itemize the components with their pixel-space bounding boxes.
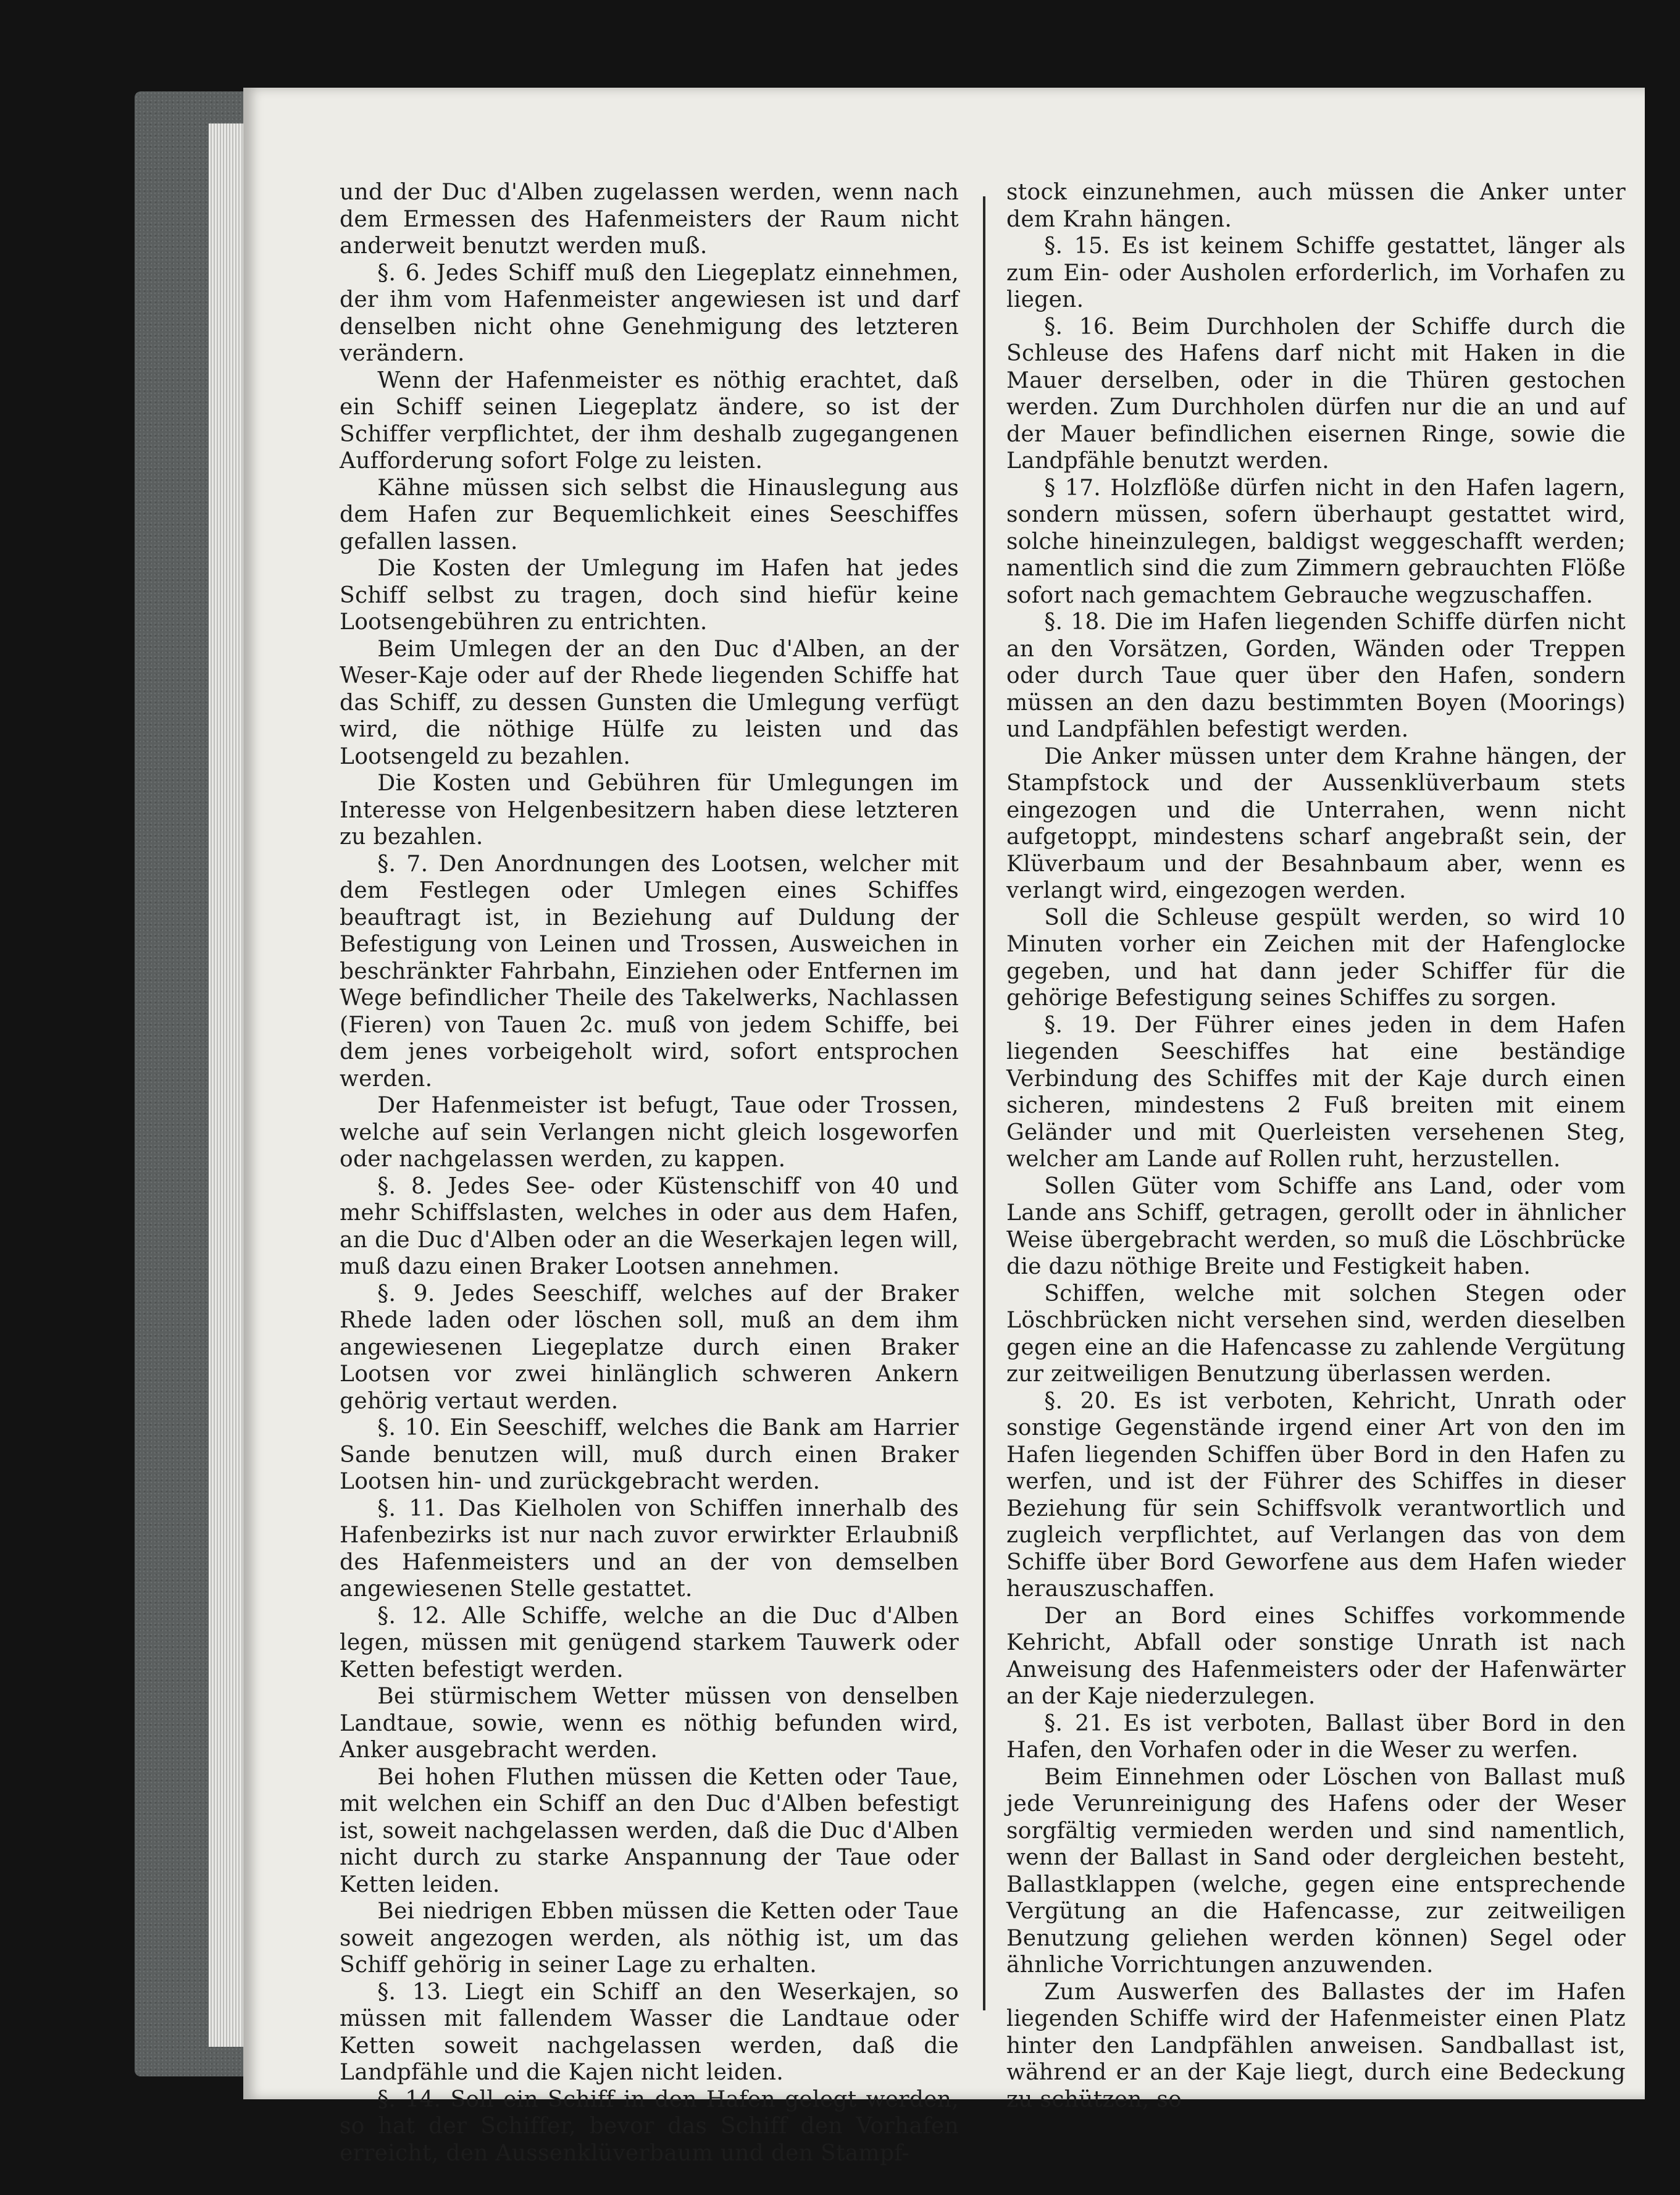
page-stack-edge — [209, 123, 246, 2047]
paragraph: §. 21. Es ist verboten, Ballast über Bord in den Hafen, den Vorhafen oder in die Weser zu werfen. — [1006, 1710, 1626, 1763]
document-page — [243, 88, 1645, 2166]
paragraph: §. 13. Liegt ein Schiff an den Weserkajen, so müssen mit fallendem Wasser die Landtaue oder Ketten soweit nachgelassen werden, daß die Landpfähle und die Kajen nicht leiden. — [340, 1979, 959, 2085]
paragraph: §. 10. Ein Seeschiff, welches die Bank am Harrier Sande benutzen will, muß durch einen Braker Lootsen hin- und zurückgebracht werden. — [340, 1415, 959, 1494]
paragraph: Beim Einnehmen oder Löschen von Ballast muß jede Verunreinigung des Hafens oder der Weser sorgfältig vermieden werden und sind namentlich, wenn der Ballast in Sand oder dergleichen besteht, Ballastklappen (welche, gegen eine entsprechende Vergütung an die Hafencasse, zur zeitweiligen Benutzung geliehen werden können) Segel oder ähnliche Vorrichtungen anzuwenden. — [1006, 1764, 1626, 1978]
paragraph: und der Duc d'Alben zugelassen werden, wenn nach dem Ermessen des Hafenmeisters der Raum nicht anderweit benutzt werden muß. — [340, 180, 959, 259]
paragraph: stock einzunehmen, auch müssen die Anker unter dem Krahn hängen. — [1006, 180, 1626, 232]
paragraph: §. 18. Die im Hafen liegenden Schiffe dürfen nicht an den Vorsätzen, Gorden, Wänden oder Treppen oder durch Taue quer über den Hafen, sondern müssen an den dazu bestimmten Boyen (Moorings) und Landpfählen befestigt werden. — [1006, 609, 1626, 742]
paragraph: §. 12. Alle Schiffe, welche an die Duc d'Alben legen, müssen mit genügend starkem Tauwerk oder Ketten befestigt werden. — [340, 1603, 959, 1683]
paragraph: Beim Umlegen der an den Duc d'Alben, an der Weser-Kaje oder auf der Rhede liegenden Schiffe hat das Schiff, zu dessen Gunsten die Umlegung verfügt wird, die nöthige Hülfe zu leisten und das Lootsengeld zu bezahlen. — [340, 636, 959, 769]
left-text-column — [340, 179, 959, 2167]
paragraph: §. 9. Jedes Seeschiff, welches auf der Braker Rhede laden oder löschen soll, muß an dem ihm angewiesenen Liegeplatze durch einen Braker Lootsen vor zwei hinlänglich schweren Ankern gehörig vertaut werden. — [340, 1281, 959, 1414]
paragraph: Sollen Güter vom Schiffe ans Land, oder vom Lande ans Schiff, getragen, gerollt oder in ähnlicher Weise übergebracht werden, so muß die Löschbrücke die dazu nöthige Breite und Festigkeit haben. — [1006, 1173, 1626, 1279]
paragraph: §. 8. Jedes See- oder Küstenschiff von 40 und mehr Schiffslasten, welches in oder aus dem Hafen, an die Duc d'Alben oder an die Weserkajen legen will, muß dazu einen Braker Lootsen annehmen. — [340, 1173, 959, 1279]
paragraph: §. 15. Es ist keinem Schiffe gestattet, länger als zum Ein- oder Ausholen erforderlich, im Vorhafen zu liegen. — [1006, 233, 1626, 312]
paragraph: § 17. Holzflöße dürfen nicht in den Hafen lagern, sondern müssen, sofern überhaupt gestattet wird, solche hineinzulegen, baldigst weggeschafft werden; namentlich sind die zum Zimmern gebrauchten Flöße sofort nach gemachtem Gebrauche wegzuschaffen. — [1006, 475, 1626, 608]
paragraph: Die Anker müssen unter dem Krahne hängen, der Stampfstock und der Aussenklüverbaum stets eingezogen und die Unterrahen, wenn nicht aufgetoppt, mindestens scharf angebraßt sein, der Klüverbaum und der Besahnbaum aber, wenn es verlangt wird, eingezogen werden. — [1006, 743, 1626, 903]
paragraph: Der an Bord eines Schiffes vorkommende Kehricht, Abfall oder sonstige Unrath ist nach Anweisung des Hafenmeisters oder der Hafenwärter an der Kaje niederzulegen. — [1006, 1603, 1626, 1709]
paragraph: Soll die Schleuse gespült werden, so wird 10 Minuten vorher ein Zeichen mit der Hafenglocke gegeben, und hat dann jeder Schiffer für die gehörige Befestigung seines Schiffes zu sorgen. — [1006, 905, 1626, 1011]
paragraph: §. 7. Den Anordnungen des Lootsen, welcher mit dem Festlegen oder Umlegen eines Schiffes beauftragt ist, in Beziehung auf Duldung der Befestigung von Leinen und Trossen, Ausweichen in beschränkter Fahrbahn, Einziehen oder Entfernen im Wege befindlicher Theile des Takelwerks, Nachlassen (Fieren) von Tauen 2c. muß von jedem Schiffe, bei dem jenes vorbeigeholt wird, sofort entsprochen werden. — [340, 851, 959, 1092]
paragraph: Bei stürmischem Wetter müssen von denselben Landtaue, sowie, wenn es nöthig befunden wird, Anker ausgebracht werden. — [340, 1684, 959, 1763]
paragraph: §. 14. Soll ein Schiff in den Hafen gelegt werden, so hat der Schiffer, bevor das Schiff den Vorhafen erreicht, den Aussenklüverbaum und den Stampf- — [340, 2086, 959, 2166]
paragraph: Bei niedrigen Ebben müssen die Ketten oder Taue soweit angezogen werden, als nöthig ist, um das Schiff gehörig in seiner Lage zu erhalten. — [340, 1899, 959, 1978]
paragraph: Wenn der Hafenmeister es nöthig erachtet, daß ein Schiff seinen Liegeplatz ändere, so ist der Schiffer verpflichtet, der ihm deshalb zugegangenen Aufforderung sofort Folge zu leisten. — [340, 367, 959, 474]
right-text-column — [1006, 179, 1626, 2113]
paragraph: Bei hohen Fluthen müssen die Ketten oder Taue, mit welchen ein Schiff an den Duc d'Alben befestigt ist, soweit nachgelassen werden, daß die Duc d'Alben nicht durch zu starke Anspannung der Taue oder Ketten leiden. — [340, 1764, 959, 1897]
column-divider — [983, 196, 985, 2010]
paragraph: Schiffen, welche mit solchen Stegen oder Löschbrücken nicht versehen sind, werden dieselben gegen eine an die Hafencasse zu zahlende Vergütung zur zeitweiligen Benutzung überlassen werden. — [1006, 1281, 1626, 1387]
paragraph: §. 19. Der Führer eines jeden in dem Hafen liegenden Seeschiffes hat eine beständige Verbindung des Schiffes mit der Kaje durch einen sicheren, mindestens 2 Fuß breiten mit einem Geländer und mit Querleisten versehenen Steg, welcher am Lande auf Rollen ruht, herzustellen. — [1006, 1012, 1626, 1172]
paragraph: §. 6. Jedes Schiff muß den Liegeplatz einnehmen, der ihm vom Hafenmeister angewiesen ist und darf denselben nicht ohne Genehmigung des letzteren verändern. — [340, 260, 959, 366]
paragraph: Die Kosten der Umlegung im Hafen hat jedes Schiff selbst zu tragen, doch sind hiefür keine Lootsengebühren zu entrichten. — [340, 556, 959, 635]
paragraph: §. 11. Das Kielholen von Schiffen innerhalb des Hafenbezirks ist nur nach zuvor erwirkter Erlaubniß des Hafenmeisters und an der von demselben angewiesenen Stelle gestattet. — [340, 1495, 959, 1602]
paragraph: Kähne müssen sich selbst die Hinauslegung aus dem Hafen zur Bequemlichkeit eines Seeschiffes gefallen lassen. — [340, 475, 959, 554]
paragraph: §. 20. Es ist verboten, Kehricht, Unrath oder sonstige Gegenstände irgend einer Art von den im Hafen liegenden Schiffen über Bord in den Hafen zu werfen, und ist der Führer des Schiffes in dieser Beziehung für sein Schiffsvolk verantwortlich und zugleich verpflichtet, auf Verlangen das von dem Schiffe über Bord Geworfene aus dem Hafen wieder herauszuschaffen. — [1006, 1388, 1626, 1602]
paragraph: Der Hafenmeister ist befugt, Taue oder Trossen, welche auf sein Verlangen nicht gleich losgeworfen oder nachgelassen werden, zu kappen. — [340, 1093, 959, 1172]
paragraph: Die Kosten und Gebühren für Umlegungen im Interesse von Helgenbesitzern haben diese letzteren zu bezahlen. — [340, 771, 959, 850]
paragraph: §. 16. Beim Durchholen der Schiffe durch die Schleuse des Hafens darf nicht mit Haken in die Mauer derselben, oder in die Thüren gestochen werden. Zum Durchholen dürfen nur die an und auf der Mauer befindlichen eisernen Ringe, sowie die Landpfähle benutzt werden. — [1006, 314, 1626, 474]
paragraph: Zum Auswerfen des Ballastes der im Hafen liegenden Schiffe wird der Hafenmeister einen Platz hinter den Landpfählen anweisen. Sandballast ist, während er an der Kaje liegt, durch eine Bedeckung zu schützen, so — [1006, 1979, 1626, 2112]
